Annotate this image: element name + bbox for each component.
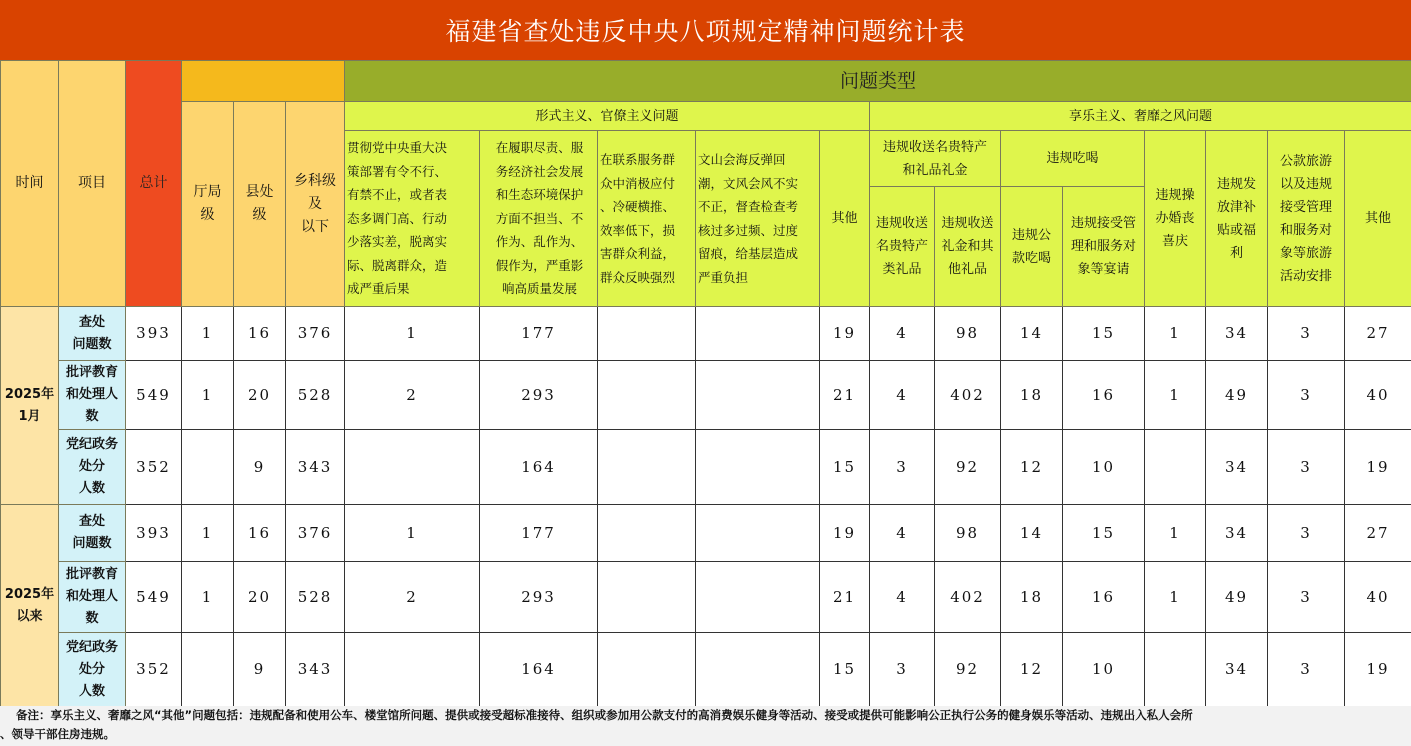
value-cell: 343 [286, 430, 345, 505]
value-cell: 49 [1206, 361, 1268, 430]
value-cell: 27 [1345, 505, 1411, 562]
value-cell: 19 [1345, 430, 1411, 505]
item-cell: 查处 问题数 [59, 505, 126, 562]
value-cell: 352 [126, 633, 182, 707]
value-cell: 14 [1001, 307, 1063, 361]
item-cell: 党纪政务 处分 人数 [59, 430, 126, 505]
table-row [1, 430, 1411, 505]
value-cell: 92 [935, 430, 1001, 505]
value-cell: 4 [870, 562, 935, 633]
value-cell: 98 [935, 307, 1001, 361]
value-cell: 1 [1145, 505, 1206, 562]
statistics-table [0, 60, 1411, 707]
value-cell: 9 [234, 430, 286, 505]
value-cell: 16 [1063, 361, 1145, 430]
value-cell: 3 [1268, 361, 1345, 430]
header-col-meetings-documents: 文山会海反弹回 潮，文风会风不实 不正，督查检查考 核过多过频、过度 留痕，给基层造成 严重负担 [696, 131, 820, 307]
value-cell: 293 [480, 361, 598, 430]
header-item: 项目 [59, 61, 126, 307]
value-cell: 92 [935, 633, 1001, 707]
header-col-serving-masses: 在联系服务群 众中消极应付 、冷硬横推、 效率低下，损 害群众利益， 群众反映强烈 [598, 131, 696, 307]
value-cell: 19 [820, 307, 870, 361]
table-body [1, 307, 1411, 707]
footnote-line-1: 备注：享乐主义、奢靡之风“其他”问题包括：违规配备和使用公车、楼堂馆所问题、提供或接受超标准接待、组织或参加用公款支付的高消费娱乐健身等活动、接受或提供可能影响公正执行公务的健身娱乐等活动、违规出入私人会所 [16, 708, 1193, 722]
value-cell: 16 [1063, 562, 1145, 633]
value-cell [598, 562, 696, 633]
value-cell [182, 633, 234, 707]
value-cell: 12 [1001, 430, 1063, 505]
value-cell: 10 [1063, 633, 1145, 707]
value-cell: 1 [182, 361, 234, 430]
value-cell [696, 361, 820, 430]
value-cell [345, 430, 480, 505]
value-cell [696, 505, 820, 562]
value-cell: 4 [870, 307, 935, 361]
value-cell: 34 [1206, 430, 1268, 505]
value-cell: 4 [870, 505, 935, 562]
header-col-weddings: 违规操 办婚丧 喜庆 [1145, 131, 1206, 307]
table-row [1, 361, 1411, 430]
value-cell: 177 [480, 307, 598, 361]
value-cell: 10 [1063, 430, 1145, 505]
table-row [1, 633, 1411, 707]
value-cell: 3 [1268, 307, 1345, 361]
header-col-gift-specialties: 违规收送 名贵特产 类礼品 [870, 187, 935, 307]
value-cell: 2 [345, 562, 480, 633]
item-cell: 批评教育 和处理人 数 [59, 562, 126, 633]
value-cell: 3 [870, 430, 935, 505]
value-cell: 376 [286, 307, 345, 361]
value-cell: 40 [1345, 562, 1411, 633]
value-cell: 177 [480, 505, 598, 562]
value-cell: 15 [1063, 307, 1145, 361]
value-cell: 1 [1145, 361, 1206, 430]
value-cell: 3 [870, 633, 935, 707]
header-col-public-dining: 违规公 款吃喝 [1001, 187, 1063, 307]
header-col-decision-implementation: 贯彻党中央重大决 策部署有令不行、 有禁不止，或者表 态多调门高、行动 少落实差，脱离实 际、脱离群众，造 成严重后果 [345, 131, 480, 307]
value-cell: 528 [286, 361, 345, 430]
value-cell: 14 [1001, 505, 1063, 562]
value-cell: 1 [182, 505, 234, 562]
header-group-formalism: 形式主义、官僚主义问题 [345, 102, 870, 131]
header-col-gift-money: 违规收送 礼金和其 他礼品 [935, 187, 1001, 307]
value-cell: 3 [1268, 430, 1345, 505]
value-cell [598, 430, 696, 505]
header-level-bureau: 厅局 级 [182, 102, 234, 307]
header-level-township: 乡科级 及 以下 [286, 102, 345, 307]
value-cell [598, 633, 696, 707]
value-cell: 293 [480, 562, 598, 633]
value-cell: 1 [345, 505, 480, 562]
value-cell: 549 [126, 361, 182, 430]
value-cell: 549 [126, 562, 182, 633]
header-problem-type: 问题类型 [345, 61, 1411, 102]
value-cell: 19 [820, 505, 870, 562]
value-cell [696, 430, 820, 505]
footnote-line-2: 、领导干部住房违规。 [0, 727, 115, 741]
value-cell: 3 [1268, 562, 1345, 633]
value-cell: 21 [820, 562, 870, 633]
value-cell [598, 307, 696, 361]
value-cell [696, 633, 820, 707]
value-cell: 2 [345, 361, 480, 430]
header-col-duty-performance: 在履职尽责、服 务经济社会发展 和生态环境保护 方面不担当、不 作为、乱作为、 假作为，严重影 响高质量发展 [480, 131, 598, 307]
page-title: 福建省查处违反中央八项规定精神问题统计表 [0, 0, 1411, 60]
table-row [1, 505, 1411, 562]
value-cell: 343 [286, 633, 345, 707]
value-cell [696, 307, 820, 361]
time-cell: 2025年 以来 [1, 505, 59, 707]
header-dining-group: 违规吃喝 [1001, 131, 1145, 187]
value-cell [182, 430, 234, 505]
value-cell: 16 [234, 307, 286, 361]
header-gifts-group: 违规收送名贵特产 和礼品礼金 [870, 131, 1001, 187]
value-cell [1145, 633, 1206, 707]
value-cell: 164 [480, 430, 598, 505]
value-cell [696, 562, 820, 633]
value-cell: 15 [820, 633, 870, 707]
item-cell: 党纪政务 处分 人数 [59, 633, 126, 707]
value-cell: 528 [286, 562, 345, 633]
header-col-accepting-banquets: 违规接受管 理和服务对 象等宴请 [1063, 187, 1145, 307]
value-cell: 1 [1145, 562, 1206, 633]
header-level-group [182, 61, 345, 102]
item-cell: 批评教育 和处理人 数 [59, 361, 126, 430]
value-cell [598, 505, 696, 562]
value-cell: 1 [182, 307, 234, 361]
value-cell: 1 [182, 562, 234, 633]
value-cell: 34 [1206, 307, 1268, 361]
value-cell: 1 [1145, 307, 1206, 361]
header-col-travel: 公款旅游 以及违规 接受管理 和服务对 象等旅游 活动安排 [1268, 131, 1345, 307]
table-row [1, 307, 1411, 361]
value-cell: 27 [1345, 307, 1411, 361]
value-cell: 20 [234, 361, 286, 430]
value-cell: 20 [234, 562, 286, 633]
value-cell: 1 [345, 307, 480, 361]
value-cell: 18 [1001, 562, 1063, 633]
value-cell: 18 [1001, 361, 1063, 430]
value-cell: 49 [1206, 562, 1268, 633]
value-cell: 9 [234, 633, 286, 707]
header-col-formalism-other: 其他 [820, 131, 870, 307]
value-cell: 15 [820, 430, 870, 505]
value-cell: 393 [126, 505, 182, 562]
value-cell: 12 [1001, 633, 1063, 707]
value-cell: 3 [1268, 633, 1345, 707]
value-cell: 34 [1206, 633, 1268, 707]
value-cell: 40 [1345, 361, 1411, 430]
value-cell: 15 [1063, 505, 1145, 562]
header-time: 时间 [1, 61, 59, 307]
header-total: 总计 [126, 61, 182, 307]
value-cell: 376 [286, 505, 345, 562]
value-cell: 352 [126, 430, 182, 505]
value-cell: 164 [480, 633, 598, 707]
value-cell [1145, 430, 1206, 505]
time-cell: 2025年 1月 [1, 307, 59, 505]
value-cell: 98 [935, 505, 1001, 562]
header-level-county: 县处 级 [234, 102, 286, 307]
value-cell: 402 [935, 562, 1001, 633]
header-col-hedonism-other: 其他 [1345, 131, 1411, 307]
value-cell [345, 633, 480, 707]
value-cell: 4 [870, 361, 935, 430]
value-cell: 402 [935, 361, 1001, 430]
value-cell: 34 [1206, 505, 1268, 562]
value-cell: 393 [126, 307, 182, 361]
value-cell: 21 [820, 361, 870, 430]
value-cell: 19 [1345, 633, 1411, 707]
header-group-hedonism: 享乐主义、奢靡之风问题 [870, 102, 1411, 131]
table-row [1, 562, 1411, 633]
item-cell: 查处 问题数 [59, 307, 126, 361]
header-col-allowances: 违规发 放津补 贴或福 利 [1206, 131, 1268, 307]
value-cell: 16 [234, 505, 286, 562]
value-cell [598, 361, 696, 430]
footnote [0, 706, 1411, 746]
value-cell: 3 [1268, 505, 1345, 562]
